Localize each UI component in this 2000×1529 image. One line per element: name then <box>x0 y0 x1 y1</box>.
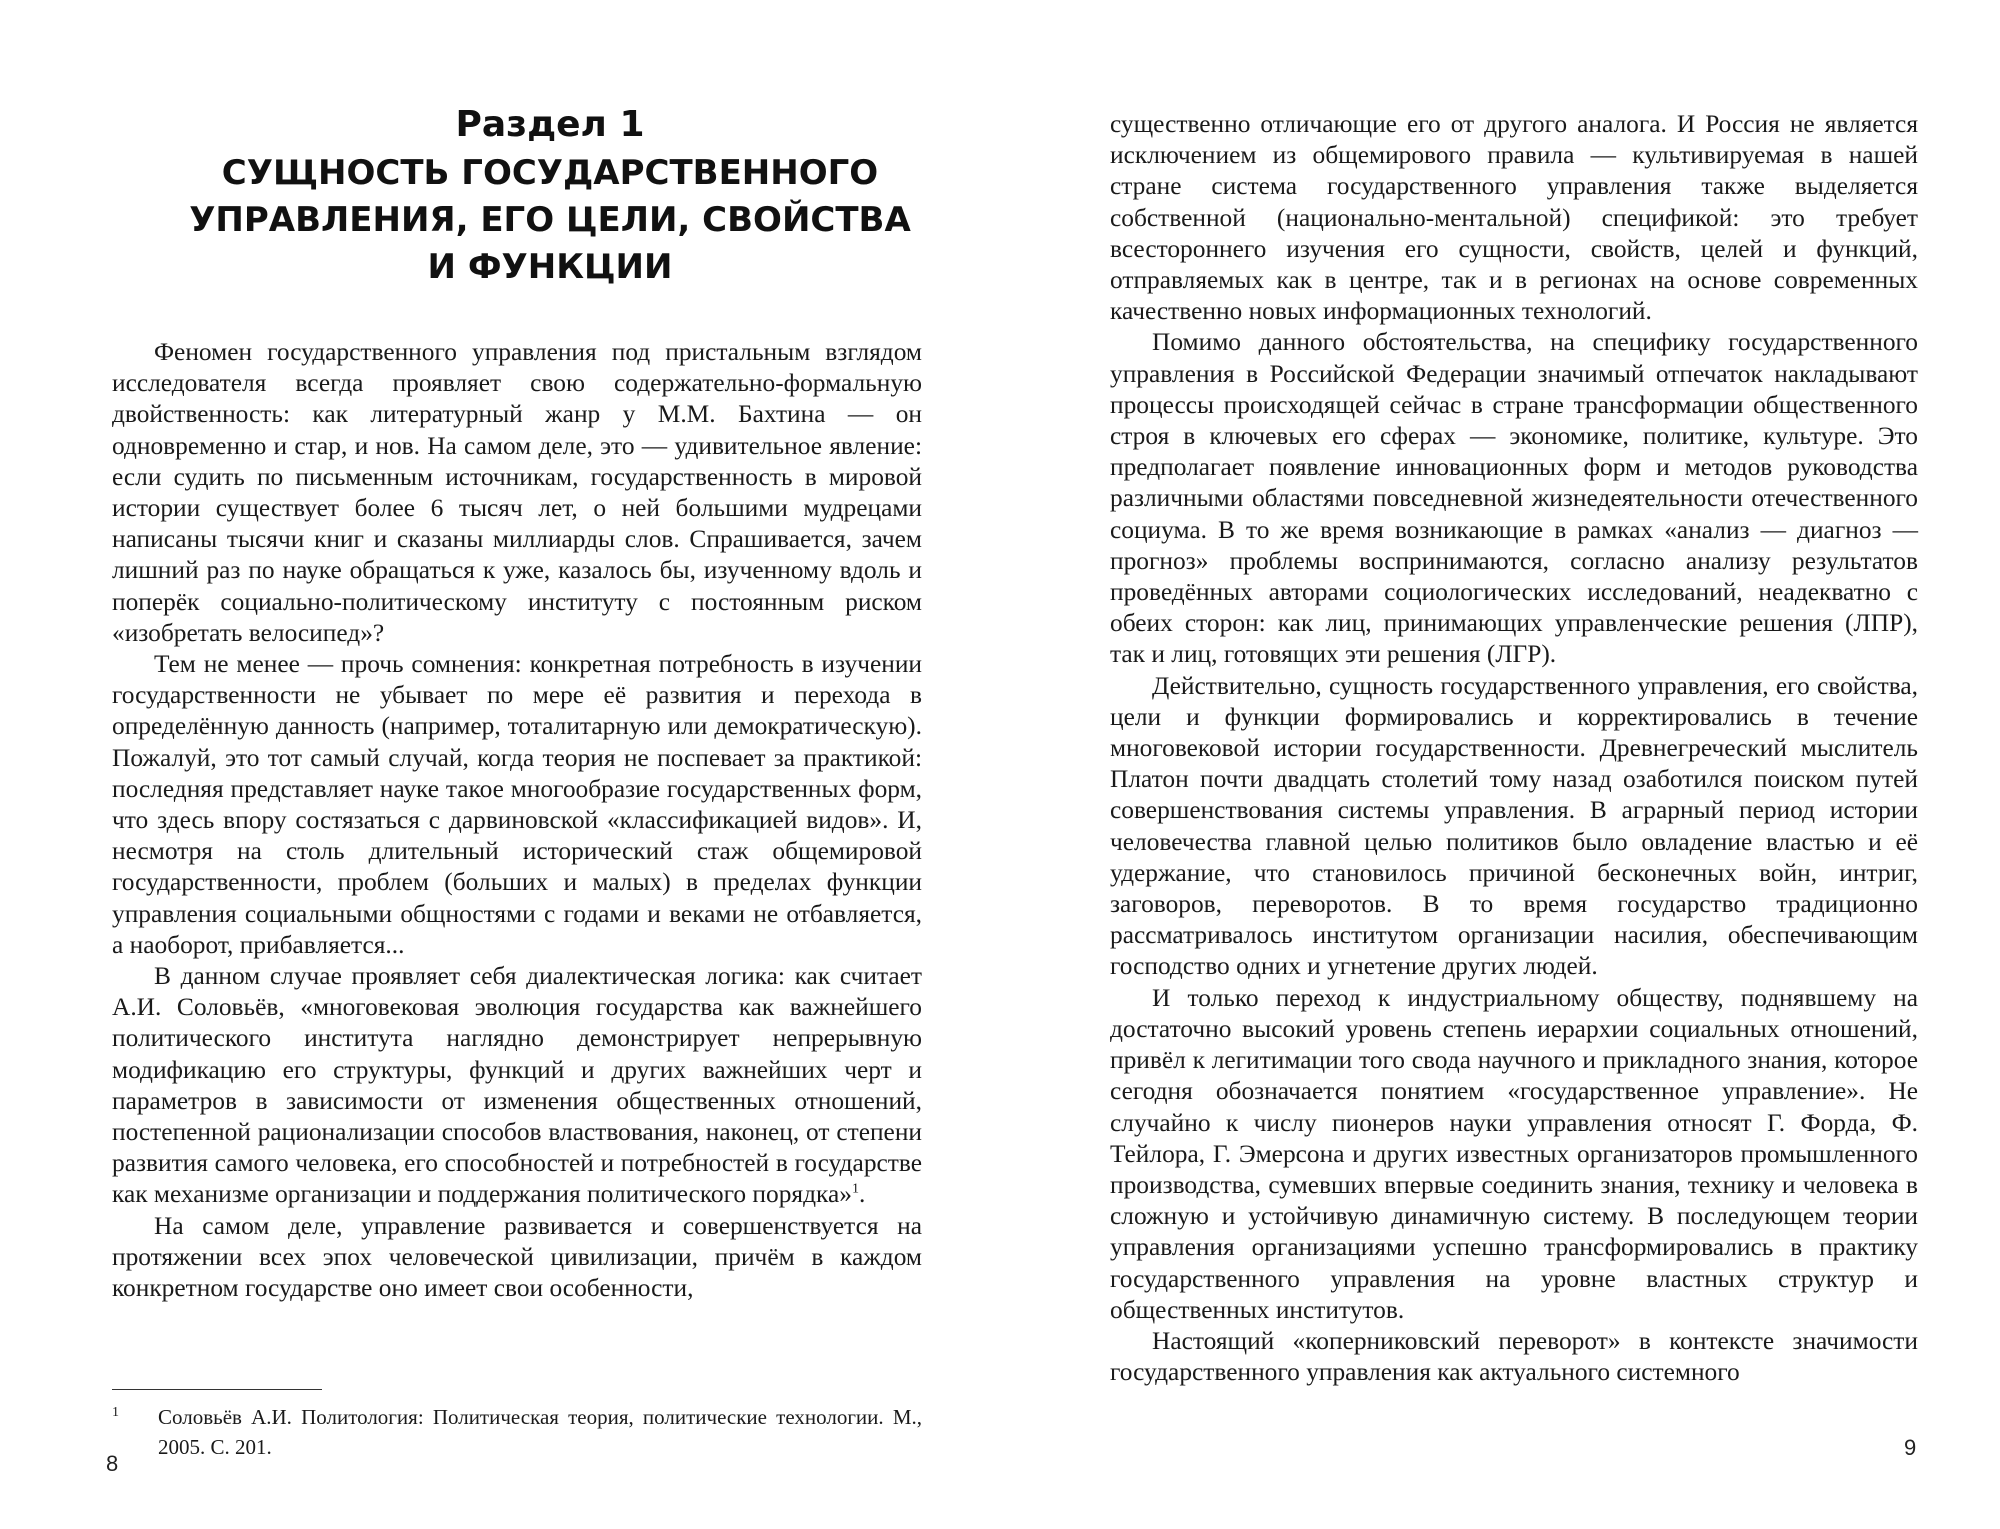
section-heading <box>180 100 920 291</box>
paragraph: На самом деле, управление развивается и совершенствуется на протяжении всех эпох человеческой цивилизации, причём в каждом конкретном государстве оно имеет свои особенности, <box>112 1211 922 1303</box>
footnote-number: 1 <box>112 1405 119 1420</box>
right-page-body <box>1110 109 1918 1388</box>
paragraph: Настоящий «коперниковский переворот» в контексте значимости государственного управления как актуального системного <box>1110 1326 1918 1387</box>
left-page-body <box>112 337 922 1304</box>
paragraph: Феномен государственного управления под пристальным взглядом исследователя всегда проявляет свою содержательно-формальную двойственность: как литературный жанр у М.М. Бахтина — он одновременно и стар, и нов. На самом деле, это — удивительное явление: если судить по письменным источникам, государственность в мировой истории существует более 6 тысяч лет, о ней большими мудрецами написаны тысячи книг и сказаны миллиарды слов. Спрашивается, зачем лишний раз по науке обращаться к уже, казалось бы, изученному вдоль и поперёк социально-политическому институту с постоянным риском «изобретать велосипед»? <box>112 338 922 647</box>
footnote <box>112 1402 922 1462</box>
paragraph: Действительно, сущность государственного управления, его свойства, цели и функции формировались и корректировались в течение многовековой истории государственности. Древнегреческий мыслитель Платон почти двадцать столетий тому назад озаботился поиском путей совершенствования системы управления. В аграрный период истории человечества главной целью политиков было овладение властью и её удержание, что становилось причиной бесконечных войн, интриг, заговоров, переворотов. В то время государство традиционно рассматривалось институтом организации насилия, обеспечивающим господство одних и угнетение других людей. <box>1110 671 1918 981</box>
footnote-divider <box>112 1389 322 1390</box>
footnote-text: Соловьёв А.И. Политология: Политическая теория, политические технологии. М., 2005. С. 201. <box>158 1405 922 1459</box>
paragraph-with-footnote: В данном случае проявляет себя диалектическая логика: как считает А.И. Соловьёв, «многовековая эволюция государства как важнейшего политического института наглядно демонстрирует непрерывную модификацию его структуры, функций и других важнейших черт и параметров в зависимости от изменения общественных отношений, постепенной рационализации способов властвования, наконец, от степени развития самого человека, его способностей и потребностей в государстве как механизме организации и поддержания политического порядка»$^1$. <box>112 962 922 1209</box>
section-label: Раздел 1 <box>455 104 645 145</box>
paragraph-continued: существенно отличающие его от другого аналога. И Россия не является исключением из общемирового правила — культивируемая в нашей стране система государственного управления также выделяется собственной (национально-ментальной) спецификой: это требует всестороннего изучения его сущности, свойств, целей и функций, отправляемых как в центре, так и в регионах на основе современных качественно новых информационных технологий. <box>1110 110 1918 326</box>
paragraph: Тем не менее — прочь сомнения: конкретная потребность в изучении государственности не убывает по мере её развития и перехода в определённую данность (например, тоталитарную или демократическую). Пожалуй, это тот самый случай, когда теория не поспевает за практикой: последняя представляет науке такое многообразие государственных форм, что здесь впору состязаться с дарвиновской «классификацией видов». И, несмотря на столь длительный исторический стаж общемировой государственности, проблем (больших и малых) в пределах функции управления социальными общностями с годами и веками не отбавляется, а наоборот, прибавляется... <box>112 650 922 959</box>
paragraph: Помимо данного обстоятельства, на специфику государственного управления в Российской Федерации значимый отпечаток накладывают процессы происходящей сейчас в стране трансформации общественного строя в ключевых его сферах — экономике, политике, культуре. Это предполагает появление инновационных форм и методов руководства различными областями повседневной жизнедеятельности отечественного социума. В то же время возникающие в рамках «анализ — диагноз — прогноз» проблемы воспринимаются, согласно анализу результатов проведённых авторами социологических исследований, неадекватно с обеих сторон: как лиц, принимающих управленческие решения (ЛПР), так и лиц, готовящих эти решения (ЛГР). <box>1110 328 1918 669</box>
right-page <box>1000 0 2000 1529</box>
section-title: СУЩНОСТЬ ГОСУДАРСТВЕННОГО УПРАВЛЕНИЯ, ЕГО ЦЕЛИ, СВОЙСТВА И ФУНКЦИИ <box>189 153 911 287</box>
paragraph-text: В данном случае проявляет себя диалектическая логика: как считает А.И. Соловьёв, «многовековая эволюция государства как важнейшего политического института наглядно демонстрирует непрерывную модификацию его структуры, функций и других важнейших черт и параметров в зависимости от изменения общественных отношений, постепенной рационализации способов властвования, наконец, от степени развития самого человека, его способностей и потребностей в государстве как механизме организации и поддержания политического порядка» <box>112 962 922 1209</box>
page-number: 9 <box>1904 1435 1917 1460</box>
footnote-reference: 1 <box>851 1182 859 1198</box>
paragraph: И только переход к индустриальному обществу, поднявшему на достаточно высокий уровень степень иерархии социальных отношений, привёл к легитимации того свода научного и прикладного знания, которое сегодня обозначается понятием «государственное управление». Не случайно к числу пионеров науки управления относят Г. Форда, Ф. Тейлора, Г. Эмерсона и других известных организаторов промышленного производства, сумевших впервые соединить знания, технику и человека в сложную и устойчивую динамичную систему. В последующем теории управления организациями успешно трансформировались в практику государственного управления на уровне властных структур и общественных институтов. <box>1110 983 1918 1324</box>
page-number: 8 <box>106 1451 119 1476</box>
